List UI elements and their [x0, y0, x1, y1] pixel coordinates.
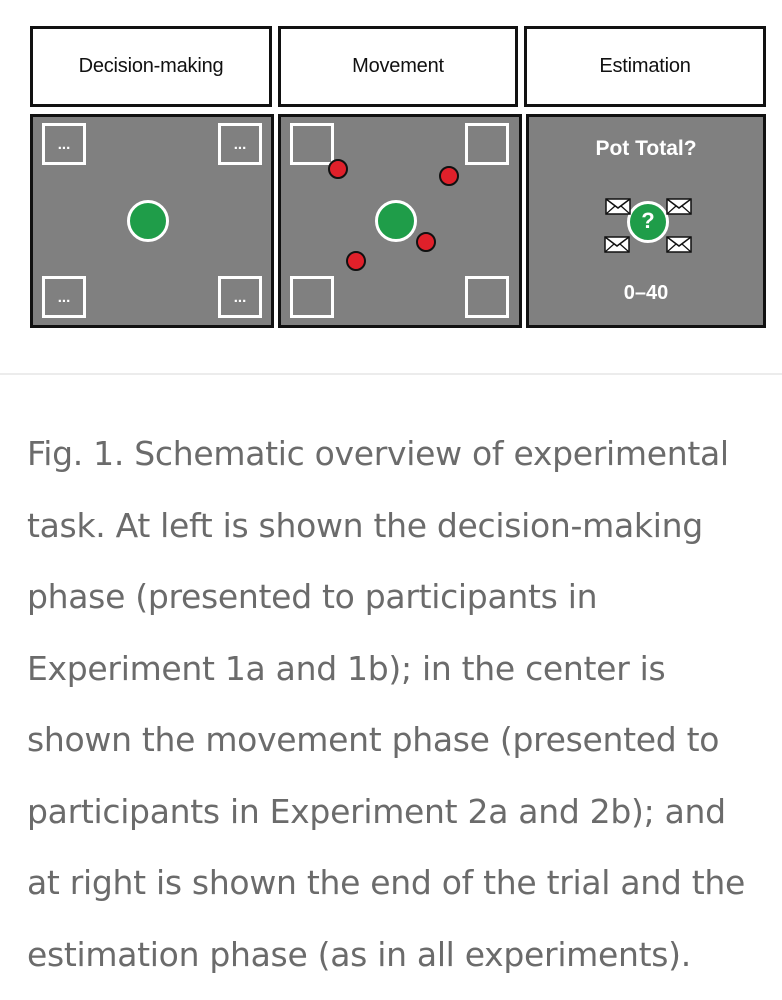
- estimation-panel: [526, 114, 766, 328]
- corner-box-top-right: [465, 123, 509, 165]
- corner-box-bottom-left: [42, 276, 86, 318]
- green-circle: [375, 200, 417, 242]
- envelope-icon: [666, 236, 692, 253]
- decision-making-title: [30, 26, 272, 107]
- corner-box-bottom-left: [290, 276, 334, 318]
- corner-box-top-left: [42, 123, 86, 165]
- estimation-title: [524, 26, 766, 107]
- figure-caption: [27, 418, 767, 990]
- corner-box-bottom-right: [218, 276, 262, 318]
- envelope-icon: [604, 236, 630, 253]
- corner-box-bottom-right: [465, 276, 509, 318]
- estimate-range: 0–40: [623, 282, 669, 304]
- decision-making-title-text: Decision-making: [78, 55, 224, 77]
- divider: [0, 373, 782, 375]
- corner-text: ...: [233, 136, 247, 153]
- red-dot: [416, 232, 436, 252]
- red-dot: [439, 166, 459, 186]
- red-dot: [328, 159, 348, 179]
- envelope-icon: [605, 198, 631, 215]
- corner-box-top-left: [290, 123, 334, 165]
- figure-1: [0, 0, 782, 375]
- caption-text: . Schematic overview of experimental task. At left is shown the decision-making phase (presented to participants in Experiment 1a and 1b); in the center is shown the movement phase (presented to participants in Experiment 2a and 2b); and at right is shown the end of the trial and the estimation phase (as in all experiments).: [27, 434, 745, 974]
- estimation-title-text: Estimation: [599, 55, 691, 77]
- decision-making-panel: [30, 114, 274, 328]
- question-mark: ?: [641, 208, 655, 233]
- corner-text: ...: [57, 289, 71, 306]
- corner-text: ...: [57, 136, 71, 153]
- movement-title: [278, 26, 518, 107]
- green-circle: [627, 201, 669, 243]
- pot-total-question: Pot Total?: [595, 137, 697, 160]
- corner-text: ...: [233, 289, 247, 306]
- caption-label: Fig. 1: [27, 434, 114, 473]
- green-circle: [127, 200, 169, 242]
- movement-title-text: Movement: [352, 55, 444, 77]
- corner-box-top-right: [218, 123, 262, 165]
- envelope-icon: [666, 198, 692, 215]
- red-dot: [346, 251, 366, 271]
- movement-panel: [278, 114, 522, 328]
